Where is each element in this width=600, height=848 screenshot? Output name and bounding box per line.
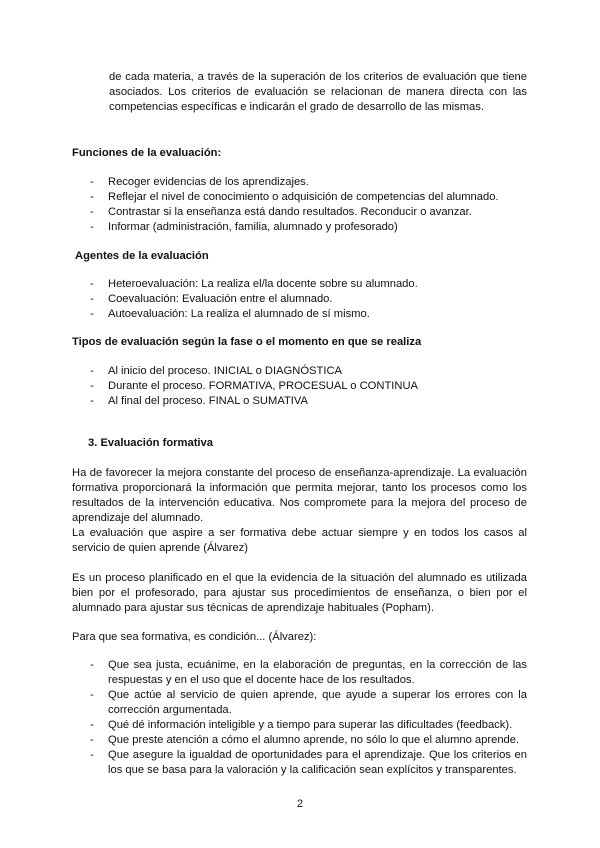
agents-heading: Agentes de la evaluación xyxy=(75,250,209,262)
functions-list xyxy=(90,175,527,235)
dash-bullet: - xyxy=(90,749,94,761)
dash-bullet: - xyxy=(90,659,94,671)
dash-bullet: - xyxy=(90,293,94,305)
list-item: - Reflejar el nivel de conocimiento o adquisición de competencias del alumnado. xyxy=(90,191,499,203)
types-list xyxy=(90,364,527,409)
formative-paragraph-4: Para que sea formativa, es condición... (Álvarez): xyxy=(72,631,317,643)
dash-bullet: - xyxy=(90,191,94,203)
dash-bullet: - xyxy=(90,206,94,218)
list-item: - Recoger evidencias de los aprendizajes. xyxy=(90,176,309,188)
list-item: - Que asegure la igualdad de oportunidades para el aprendizaje. Que los criterios en los que se basa para la valoración y la calificación sean explícitos y transparentes. xyxy=(90,749,527,776)
list-item: - Al final del proceso. FINAL o SUMATIVA xyxy=(90,395,308,407)
intro-paragraph: de cada materia, a través de la superación de los criterios de evaluación que tiene asociados. Los criterios de evaluación se relacionan de manera directa con las competencias específicas e indicarán el grado de desarrollo de las mismas. xyxy=(109,71,527,113)
list-item: - Autoevaluación: La realiza el alumnado de sí mismo. xyxy=(90,308,370,320)
list-item: - Qué dé información inteligible y a tiempo para superar las dificultades (feedback). xyxy=(90,719,513,731)
section-3-heading: 3. Evaluación formativa xyxy=(88,437,213,449)
dash-bullet: - xyxy=(90,176,94,188)
conditions-list xyxy=(90,658,527,778)
dash-bullet: - xyxy=(90,380,94,392)
formative-paragraph-3: Es un proceso planificado en el que la evidencia de la situación del alumnado es utilizada bien por el profesorado, para ajustar sus procedimientos de enseñanza, o bien por el alumnado para ajustar sus técnicas de aprendizaje habituales (Popham). xyxy=(72,572,527,614)
agents-list xyxy=(90,277,527,322)
types-heading: Tipos de evaluación según la fase o el momento en que se realiza xyxy=(72,336,422,348)
formative-paragraph-2: La evaluación que aspire a ser formativa debe actuar siempre y en todos los casos al servicio de quien aprende (Álvarez) xyxy=(72,527,527,554)
list-item: - Contrastar si la enseñanza está dando resultados. Reconducir o avanzar. xyxy=(90,206,472,218)
list-item: - Coevaluación: Evaluación entre el alumnado. xyxy=(90,293,333,305)
list-item: - Que preste atención a cómo el alumno aprende, no sólo lo que el alumno aprende. xyxy=(90,734,520,746)
dash-bullet: - xyxy=(90,734,94,746)
page-number: 2 xyxy=(296,798,304,810)
list-item: - Informar (administración, familia, alumnado y profesorado) xyxy=(90,221,398,233)
dash-bullet: - xyxy=(90,365,94,377)
list-item: - Que actúe al servicio de quien aprende, que ayude a superar los errores con la corrección argumentada. xyxy=(90,689,527,716)
dash-bullet: - xyxy=(90,278,94,290)
dash-bullet: - xyxy=(90,221,94,233)
list-item: - Que sea justa, ecuánime, en la elaboración de preguntas, en la corrección de las respuestas y en el uso que el docente hace de los resultados. xyxy=(90,659,527,686)
list-item: - Al inicio del proceso. INICIAL o DIAGNÓSTICA xyxy=(90,365,342,377)
functions-heading: Funciones de la evaluación: xyxy=(72,147,222,159)
formative-paragraph-1: Ha de favorecer la mejora constante del proceso de enseñanza-aprendizaje. La evaluación formativa proporcionará la información que permita mejorar, tanto los procesos como los resultados de la intervención educativa. Nos compromete para la mejora del proceso de aprendizaje del alumnado. xyxy=(72,467,527,524)
dash-bullet: - xyxy=(90,689,94,701)
dash-bullet: - xyxy=(90,395,94,407)
list-item: - Durante el proceso. FORMATIVA, PROCESUAL o CONTINUA xyxy=(90,380,419,392)
list-item: - Heteroevaluación: La realiza el/la docente sobre su alumnado. xyxy=(90,278,418,290)
dash-bullet: - xyxy=(90,719,94,731)
dash-bullet: - xyxy=(90,308,94,320)
